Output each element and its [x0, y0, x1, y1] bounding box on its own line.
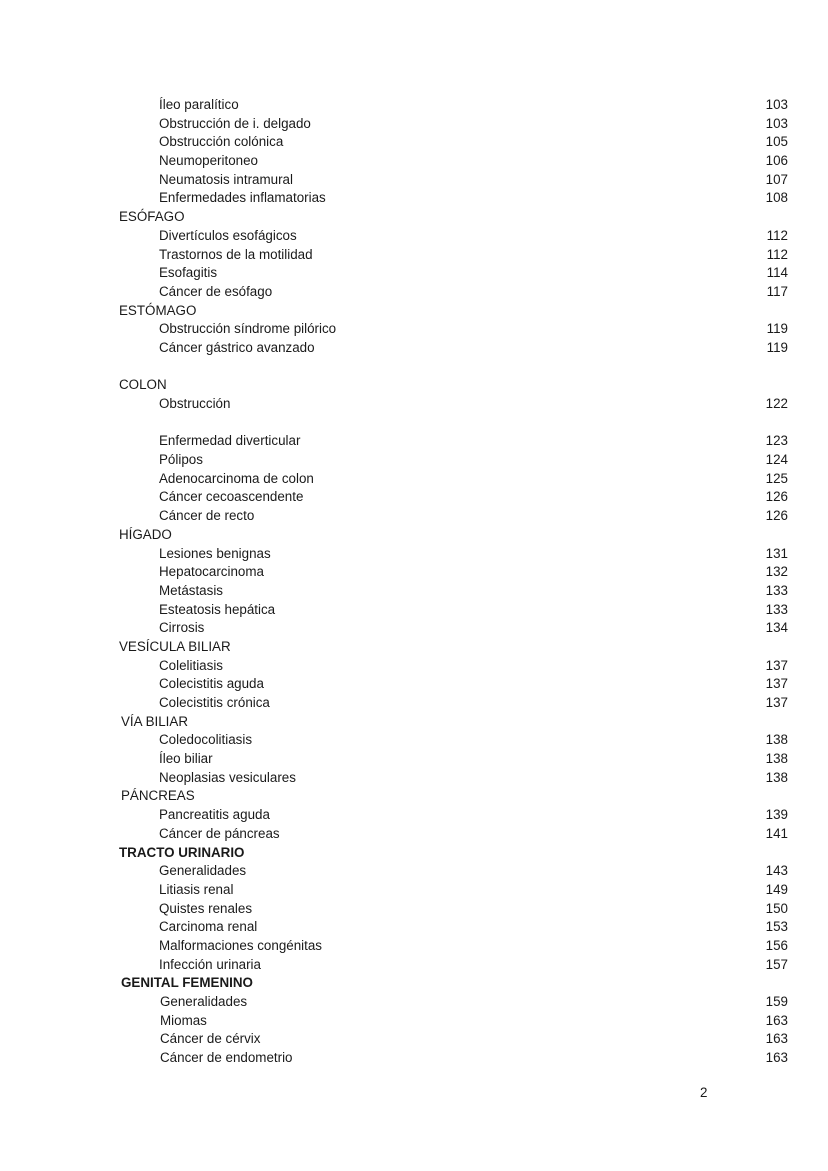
toc-entry-title: Adenocarcinoma de colon: [159, 470, 314, 486]
toc-entry: [0, 731, 828, 750]
toc-entry-page: 163: [765, 1012, 788, 1028]
toc-section-title: VÍA BILIAR: [121, 713, 188, 729]
table-of-contents: [0, 96, 828, 1068]
toc-entry: [0, 545, 828, 564]
toc-entry-page: 122: [765, 396, 788, 411]
toc-entry: [0, 320, 828, 339]
toc-spacer: [0, 358, 828, 377]
toc-entry-page: 149: [765, 881, 788, 897]
toc-entry: [0, 750, 828, 769]
toc-entry-page: 159: [765, 994, 788, 1009]
toc-entry: [0, 769, 828, 788]
toc-entry-title: Enfermedad diverticular: [159, 433, 301, 449]
toc-entry: [0, 993, 828, 1012]
toc-entry: [0, 937, 828, 956]
toc-entry-page: 124: [765, 452, 788, 468]
toc-entry-page: 163: [765, 1050, 788, 1066]
toc-entry: [0, 563, 828, 582]
toc-entry-page: 126: [765, 508, 788, 524]
toc-entry-title: Cáncer gástrico avanzado: [159, 339, 315, 355]
toc-entry-title: Obstrucción: [159, 396, 231, 411]
toc-entry-title: Divertículos esofágicos: [159, 227, 297, 243]
toc-entry-title: Miomas: [160, 1012, 207, 1028]
toc-entry-page: 108: [765, 190, 788, 206]
toc-entry: [0, 488, 828, 507]
toc-entry-title: Neumatosis intramural: [159, 171, 293, 187]
toc-entry-page: 103: [765, 115, 788, 131]
toc-entry-page: 138: [765, 751, 788, 767]
toc-entry-title: Neoplasias vesiculares: [159, 769, 296, 785]
toc-entry: [0, 900, 828, 919]
toc-entry-title: Íleo paralítico: [159, 97, 239, 112]
toc-entry-page: 112: [766, 227, 788, 243]
toc-entry-page: 107: [765, 171, 788, 187]
toc-entry: [0, 339, 828, 358]
toc-entry: [0, 470, 828, 489]
toc-spacer: [0, 414, 828, 433]
toc-entry: [0, 694, 828, 713]
toc-section-heading: [0, 638, 828, 657]
toc-entry: [0, 825, 828, 844]
toc-entry-title: Colelitiasis: [159, 657, 223, 673]
toc-entry-title: Malformaciones congénitas: [159, 937, 323, 953]
toc-entry-page: 163: [765, 1031, 788, 1047]
toc-entry-title: Pancreatitis aguda: [159, 807, 270, 823]
toc-entry-page: 114: [766, 265, 788, 281]
toc-entry: [0, 96, 828, 115]
toc-entry-page: 132: [765, 564, 788, 580]
toc-entry-title: Obstrucción síndrome pilórico: [159, 321, 337, 337]
toc-entry-page: 125: [765, 470, 788, 486]
toc-section-title: ESTÓMAGO: [119, 302, 197, 318]
toc-entry: [0, 507, 828, 526]
toc-entry-page: 150: [765, 900, 788, 916]
toc-section-title: HÍGADO: [119, 526, 172, 542]
toc-entry-page: 137: [765, 695, 788, 710]
toc-section-heading: [0, 208, 828, 227]
toc-entry-page: 133: [765, 601, 788, 617]
toc-entry-page: 112: [766, 246, 788, 262]
toc-entry-title: Cáncer de esófago: [159, 283, 273, 299]
toc-entry-page: 143: [765, 863, 788, 879]
toc-entry: [0, 1012, 828, 1031]
toc-entry-title: Generalidades: [160, 994, 248, 1009]
toc-entry: [0, 264, 828, 283]
toc-entry-page: 137: [765, 676, 788, 692]
toc-section-heading: [0, 526, 828, 545]
toc-section-title: VESÍCULA BILIAR: [119, 638, 231, 654]
toc-entry: [0, 675, 828, 694]
toc-section-heading: [0, 787, 828, 806]
toc-entry-title: Carcinoma renal: [159, 919, 258, 935]
toc-entry-page: 131: [765, 545, 788, 561]
toc-entry: [0, 152, 828, 171]
toc-entry-page: 105: [765, 134, 788, 150]
toc-entry-title: Enfermedades inflamatorias: [159, 190, 326, 206]
toc-entry-title: Esteatosis hepática: [159, 601, 276, 617]
toc-entry-page: 134: [765, 620, 788, 636]
toc-entry-title: Quistes renales: [159, 900, 253, 916]
toc-entry-title: Neumoperitoneo: [159, 153, 259, 169]
toc-entry-page: 119: [766, 321, 788, 337]
toc-section-title: GENITAL FEMENINO: [121, 975, 253, 991]
toc-entry-title: Coledocolitiasis: [159, 732, 253, 748]
toc-entry-page: 139: [765, 807, 788, 823]
toc-entry: [0, 395, 828, 414]
toc-entry-title: Lesiones benignas: [159, 545, 271, 561]
toc-entry-title: Infección urinaria: [159, 956, 261, 972]
toc-entry-title: Metástasis: [159, 582, 223, 598]
toc-section-title: COLON: [119, 377, 167, 393]
toc-entry-title: Pólipos: [159, 452, 203, 468]
page-number: 2: [700, 1085, 708, 1100]
toc-entry: [0, 189, 828, 208]
toc-entry-title: Generalidades: [159, 863, 247, 879]
toc-entry-title: Esofagitis: [159, 265, 218, 281]
toc-entry-title: Cáncer de cérvix: [160, 1031, 261, 1047]
toc-entry-page: 137: [765, 657, 788, 673]
toc-entry: [0, 451, 828, 470]
toc-entry-title: Obstrucción colónica: [159, 134, 284, 150]
toc-entry-title: Colecistitis crónica: [159, 695, 270, 710]
toc-entry-title: Litiasis renal: [159, 881, 234, 897]
toc-section-heading: [0, 713, 828, 732]
toc-entry: [0, 582, 828, 601]
toc-entry-page: 126: [765, 489, 788, 505]
toc-entry-page: 119: [766, 339, 788, 355]
toc-entry: [0, 619, 828, 638]
toc-section-title: ESÓFAGO: [119, 209, 185, 225]
toc-section-heading: [0, 974, 828, 993]
toc-entry: [0, 1030, 828, 1049]
toc-entry-page: 117: [766, 283, 788, 299]
toc-entry: [0, 227, 828, 246]
toc-entry-page: 103: [765, 97, 788, 112]
toc-section-title: PÁNCREAS: [121, 788, 195, 804]
toc-entry: [0, 862, 828, 881]
toc-section-heading: [0, 302, 828, 321]
toc-entry-page: 133: [765, 582, 788, 598]
toc-entry: [0, 806, 828, 825]
toc-entry: [0, 1049, 828, 1068]
toc-section-heading: [0, 376, 828, 395]
toc-entry-title: Hepatocarcinoma: [159, 564, 264, 580]
toc-entry-title: Colecistitis aguda: [159, 676, 264, 692]
toc-entry: [0, 956, 828, 975]
toc-section-title: TRACTO URINARIO: [119, 844, 245, 860]
toc-entry: [0, 246, 828, 265]
toc-entry-page: 123: [765, 433, 788, 449]
toc-entry-page: 156: [765, 937, 788, 953]
toc-entry: [0, 601, 828, 620]
toc-entry-page: 138: [765, 769, 788, 785]
toc-entry-title: Cirrosis: [159, 620, 205, 636]
toc-entry-title: Cáncer de recto: [159, 508, 255, 524]
toc-entry-title: Cáncer de endometrio: [160, 1050, 293, 1066]
toc-section-heading: [0, 844, 828, 863]
toc-entry-page: 138: [765, 732, 788, 748]
toc-entry: [0, 115, 828, 134]
toc-entry-title: Obstrucción de i. delgado: [159, 115, 311, 131]
toc-entry-page: 106: [765, 153, 788, 169]
toc-entry-page: 141: [765, 825, 788, 841]
toc-entry-title: Cáncer cecoascendente: [159, 489, 304, 505]
toc-entry-page: 157: [765, 956, 788, 972]
toc-entry: [0, 432, 828, 451]
toc-entry: [0, 133, 828, 152]
toc-entry-title: Cáncer de páncreas: [159, 825, 280, 841]
toc-entry-title: Trastornos de la motilidad: [159, 246, 313, 262]
toc-entry: [0, 171, 828, 190]
toc-entry: [0, 881, 828, 900]
toc-entry: [0, 283, 828, 302]
toc-entry-title: Íleo biliar: [159, 751, 213, 767]
toc-entry: [0, 918, 828, 937]
toc-entry-page: 153: [765, 919, 788, 935]
toc-entry: [0, 657, 828, 676]
